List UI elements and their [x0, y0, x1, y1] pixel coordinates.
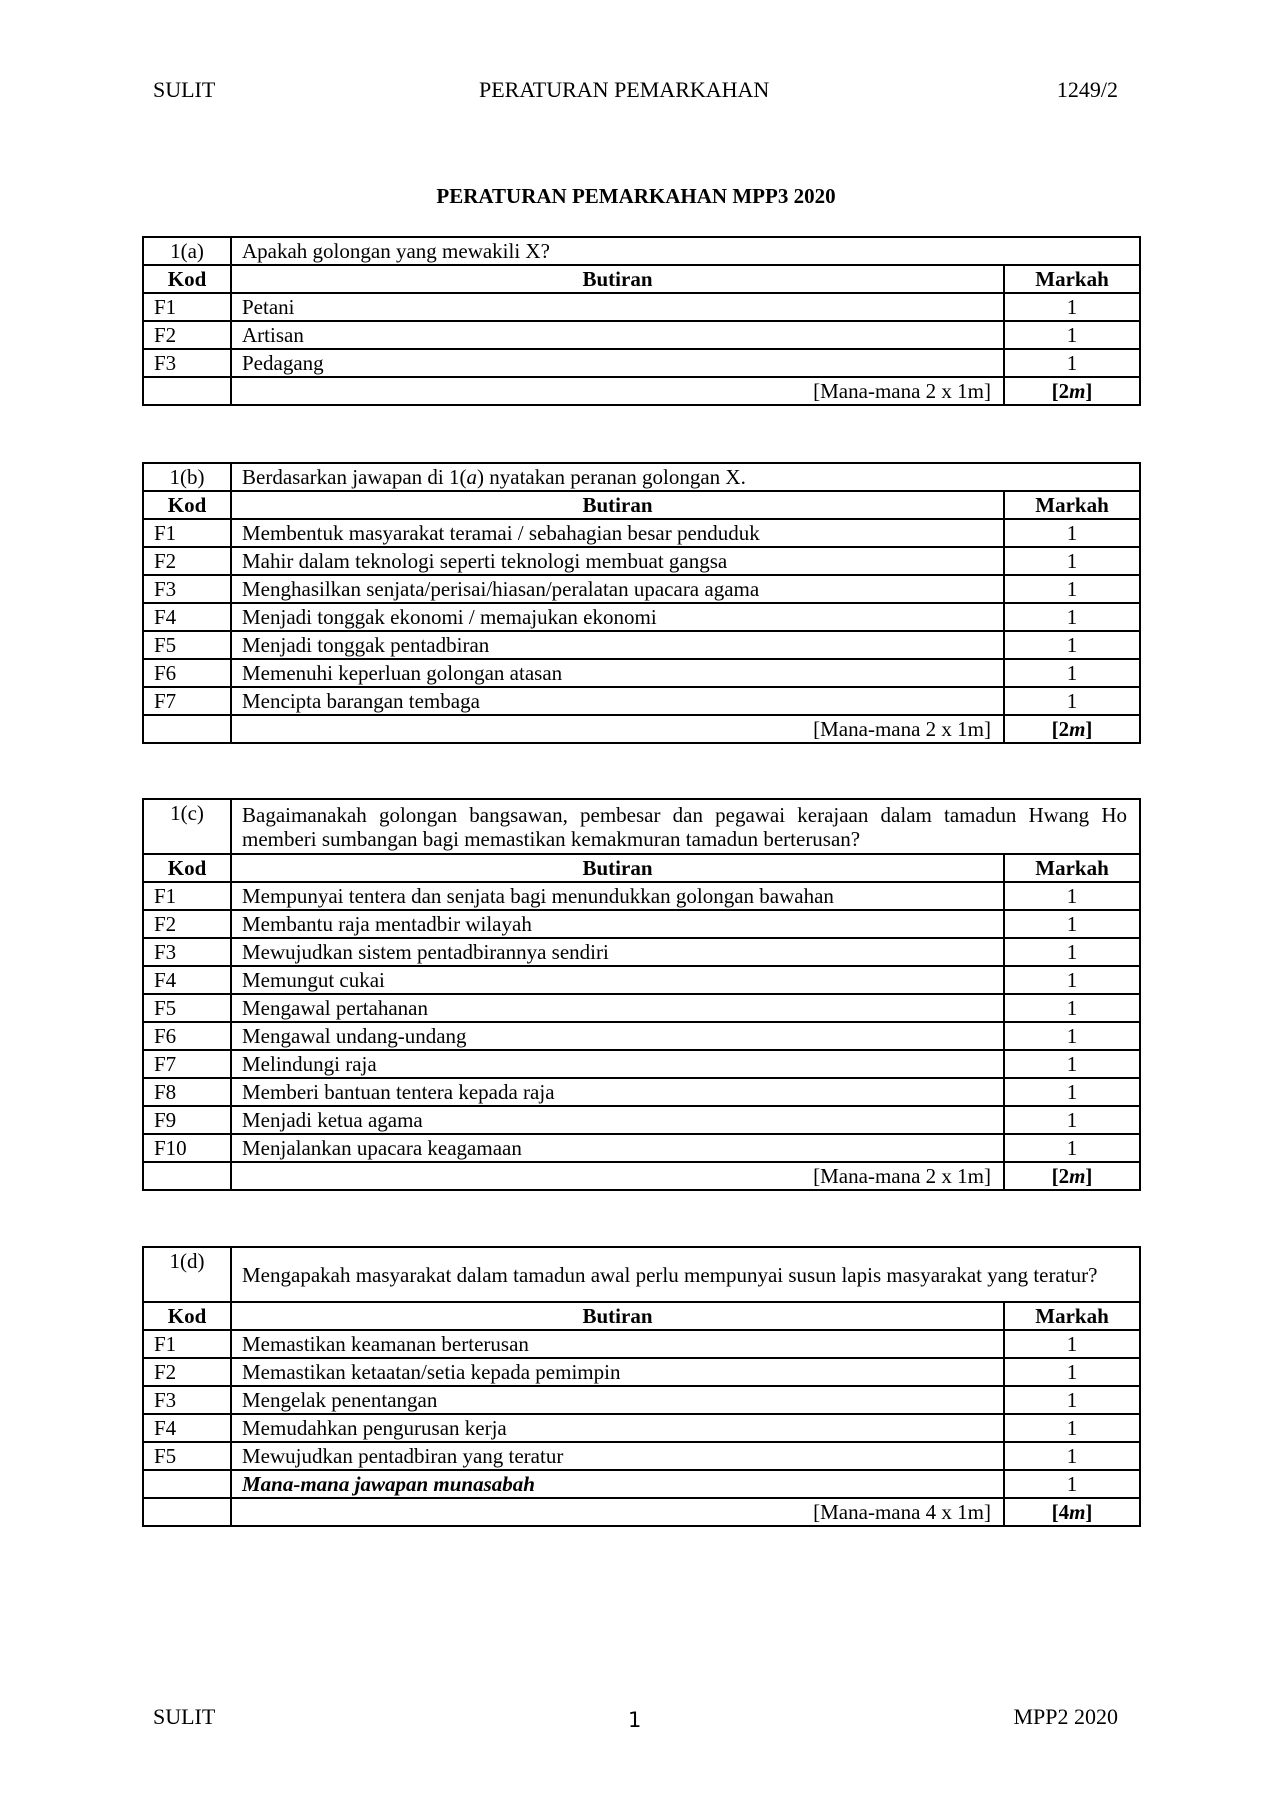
total-row	[143, 1162, 1140, 1190]
table-row	[143, 321, 1140, 349]
item-mark: 1	[1004, 1470, 1140, 1498]
item-detail-any-reasonable-answer: Mana-mana jawapan munasabah	[231, 1470, 1004, 1498]
footer-classification: SULIT	[153, 1704, 216, 1729]
table-row	[143, 1134, 1140, 1162]
total-row	[143, 715, 1140, 743]
item-mark: 1	[1004, 1414, 1140, 1442]
item-mark: 1	[1004, 519, 1140, 547]
total-label: [Mana-mana 2 x 1m]	[231, 1162, 1004, 1190]
total-row	[143, 1498, 1140, 1526]
column-header-row	[143, 265, 1140, 293]
question-table-1d	[142, 1246, 1141, 1527]
empty-cell	[143, 715, 231, 743]
item-detail: Mengawal undang-undang	[231, 1022, 1004, 1050]
table-row	[143, 1050, 1140, 1078]
item-detail: Mewujudkan pentadbiran yang teratur	[231, 1442, 1004, 1470]
item-detail: Mengawal pertahanan	[231, 994, 1004, 1022]
question-number: 1(a)	[143, 237, 231, 265]
column-header-butiran: Butiran	[231, 854, 1004, 882]
table-row	[143, 1330, 1140, 1358]
header-classification: SULIT	[153, 77, 216, 102]
item-code: F1	[143, 882, 231, 910]
item-mark: 1	[1004, 938, 1140, 966]
item-code: F8	[143, 1078, 231, 1106]
column-header-butiran: Butiran	[231, 491, 1004, 519]
item-mark: 1	[1004, 547, 1140, 575]
table-row	[143, 1470, 1140, 1498]
item-detail: Mahir dalam teknologi seperti teknologi membuat gangsa	[231, 547, 1004, 575]
table-row	[143, 1358, 1140, 1386]
item-code: F3	[143, 349, 231, 377]
column-header-markah: Markah	[1004, 491, 1140, 519]
table-row	[143, 293, 1140, 321]
total-mark: [2m]	[1004, 1162, 1140, 1190]
item-mark: 1	[1004, 1078, 1140, 1106]
total-mark: [4m]	[1004, 1498, 1140, 1526]
table-row	[143, 349, 1140, 377]
page-number: 1	[628, 1708, 642, 1732]
question-text: Apakah golongan yang mewakili X?	[231, 237, 1140, 265]
item-detail: Memberi bantuan tentera kepada raja	[231, 1078, 1004, 1106]
item-detail: Menjadi tonggak ekonomi / memajukan ekonomi	[231, 603, 1004, 631]
item-detail: Menjadi tonggak pentadbiran	[231, 631, 1004, 659]
empty-cell	[143, 1498, 231, 1526]
table-row	[143, 575, 1140, 603]
item-mark: 1	[1004, 603, 1140, 631]
item-code: F3	[143, 575, 231, 603]
table-row	[143, 994, 1140, 1022]
item-detail: Membantu raja mentadbir wilayah	[231, 910, 1004, 938]
item-mark: 1	[1004, 1134, 1140, 1162]
item-code: F10	[143, 1134, 231, 1162]
item-detail: Mewujudkan sistem pentadbirannya sendiri	[231, 938, 1004, 966]
item-code: F5	[143, 631, 231, 659]
item-mark: 1	[1004, 1442, 1140, 1470]
item-mark: 1	[1004, 575, 1140, 603]
item-code: F2	[143, 321, 231, 349]
item-detail: Pedagang	[231, 349, 1004, 377]
item-mark: 1	[1004, 1386, 1140, 1414]
question-text: Berdasarkan jawapan di 1(a) nyatakan peranan golongan X.	[231, 463, 1140, 491]
item-detail: Memastikan ketaatan/setia kepada pemimpin	[231, 1358, 1004, 1386]
table-row	[143, 1442, 1140, 1470]
item-mark: 1	[1004, 631, 1140, 659]
question-row	[143, 1247, 1140, 1302]
question-number: 1(b)	[143, 463, 231, 491]
column-header-markah: Markah	[1004, 1302, 1140, 1330]
item-code: F4	[143, 1414, 231, 1442]
total-label: [Mana-mana 2 x 1m]	[231, 377, 1004, 405]
question-number: 1(c)	[143, 799, 231, 854]
item-detail: Menjalankan upacara keagamaan	[231, 1134, 1004, 1162]
column-header-row	[143, 1302, 1140, 1330]
column-header-kod: Kod	[143, 265, 231, 293]
table-row	[143, 519, 1140, 547]
item-code: F9	[143, 1106, 231, 1134]
running-header	[0, 76, 1272, 104]
item-code: F3	[143, 1386, 231, 1414]
item-mark: 1	[1004, 687, 1140, 715]
table-row	[143, 603, 1140, 631]
table-row	[143, 1106, 1140, 1134]
item-detail: Memudahkan pengurusan kerja	[231, 1414, 1004, 1442]
item-code: F5	[143, 994, 231, 1022]
table-row	[143, 882, 1140, 910]
total-label: [Mana-mana 2 x 1m]	[231, 715, 1004, 743]
question-table-1a	[142, 236, 1141, 406]
column-header-butiran: Butiran	[231, 265, 1004, 293]
question-table-1b	[142, 462, 1141, 744]
column-header-kod: Kod	[143, 1302, 231, 1330]
item-mark: 1	[1004, 1022, 1140, 1050]
item-detail: Artisan	[231, 321, 1004, 349]
item-code: F7	[143, 687, 231, 715]
document-title: PERATURAN PEMARKAHAN MPP3 2020	[436, 184, 836, 208]
item-detail: Menghasilkan senjata/perisai/hiasan/peralatan upacara agama	[231, 575, 1004, 603]
total-row	[143, 377, 1140, 405]
item-mark: 1	[1004, 882, 1140, 910]
item-mark: 1	[1004, 349, 1140, 377]
item-detail: Memenuhi keperluan golongan atasan	[231, 659, 1004, 687]
question-row	[143, 463, 1140, 491]
item-detail: Memungut cukai	[231, 966, 1004, 994]
item-code: F3	[143, 938, 231, 966]
item-mark: 1	[1004, 910, 1140, 938]
item-code: F6	[143, 1022, 231, 1050]
item-detail: Melindungi raja	[231, 1050, 1004, 1078]
item-mark: 1	[1004, 1050, 1140, 1078]
column-header-markah: Markah	[1004, 265, 1140, 293]
item-mark: 1	[1004, 966, 1140, 994]
table-row	[143, 938, 1140, 966]
column-header-row	[143, 854, 1140, 882]
item-code: F1	[143, 293, 231, 321]
item-code: F5	[143, 1442, 231, 1470]
table-row	[143, 659, 1140, 687]
table-row	[143, 1078, 1140, 1106]
item-detail: Mempunyai tentera dan senjata bagi menundukkan golongan bawahan	[231, 882, 1004, 910]
column-header-kod: Kod	[143, 491, 231, 519]
total-mark: [2m]	[1004, 377, 1140, 405]
table-row	[143, 910, 1140, 938]
question-text: Bagaimanakah golongan bangsawan, pembesar dan pegawai kerajaan dalam tamadun Hwang Ho memberi sumbangan bagi memastikan kemakmuran tamadun berterusan?	[231, 799, 1140, 854]
table-row	[143, 966, 1140, 994]
item-mark: 1	[1004, 1330, 1140, 1358]
item-detail: Mencipta barangan tembaga	[231, 687, 1004, 715]
item-detail: Petani	[231, 293, 1004, 321]
table-row	[143, 547, 1140, 575]
table-row	[143, 1414, 1140, 1442]
item-mark: 1	[1004, 994, 1140, 1022]
item-code: F4	[143, 966, 231, 994]
column-header-row	[143, 491, 1140, 519]
question-number: 1(d)	[143, 1247, 231, 1302]
item-code	[143, 1470, 231, 1498]
item-detail: Mengelak penentangan	[231, 1386, 1004, 1414]
item-mark: 1	[1004, 293, 1140, 321]
item-code: F7	[143, 1050, 231, 1078]
item-detail: Menjadi ketua agama	[231, 1106, 1004, 1134]
item-detail: Memastikan keamanan berterusan	[231, 1330, 1004, 1358]
footer-exam-label: MPP2 2020	[1013, 1704, 1118, 1729]
item-code: F1	[143, 519, 231, 547]
column-header-markah: Markah	[1004, 854, 1140, 882]
question-table-1c	[142, 798, 1141, 1191]
item-mark: 1	[1004, 659, 1140, 687]
empty-cell	[143, 1162, 231, 1190]
total-mark: [2m]	[1004, 715, 1140, 743]
question-text: Mengapakah masyarakat dalam tamadun awal perlu mempunyai susun lapis masyarakat yang teratur?	[231, 1247, 1140, 1302]
question-row	[143, 799, 1140, 854]
header-document-type: PERATURAN PEMARKAHAN	[479, 77, 770, 102]
item-mark: 1	[1004, 1106, 1140, 1134]
column-header-butiran: Butiran	[231, 1302, 1004, 1330]
item-code: F2	[143, 1358, 231, 1386]
table-row	[143, 631, 1140, 659]
item-code: F2	[143, 547, 231, 575]
running-footer	[0, 1703, 1272, 1731]
item-detail: Membentuk masyarakat teramai / sebahagian besar penduduk	[231, 519, 1004, 547]
header-paper-code: 1249/2	[1056, 77, 1118, 102]
empty-cell	[143, 377, 231, 405]
item-mark: 1	[1004, 321, 1140, 349]
item-code: F1	[143, 1330, 231, 1358]
table-row	[143, 1386, 1140, 1414]
table-row	[143, 687, 1140, 715]
item-code: F4	[143, 603, 231, 631]
question-row	[143, 237, 1140, 265]
item-code: F6	[143, 659, 231, 687]
total-label: [Mana-mana 4 x 1m]	[231, 1498, 1004, 1526]
item-mark: 1	[1004, 1358, 1140, 1386]
column-header-kod: Kod	[143, 854, 231, 882]
item-code: F2	[143, 910, 231, 938]
table-row	[143, 1022, 1140, 1050]
